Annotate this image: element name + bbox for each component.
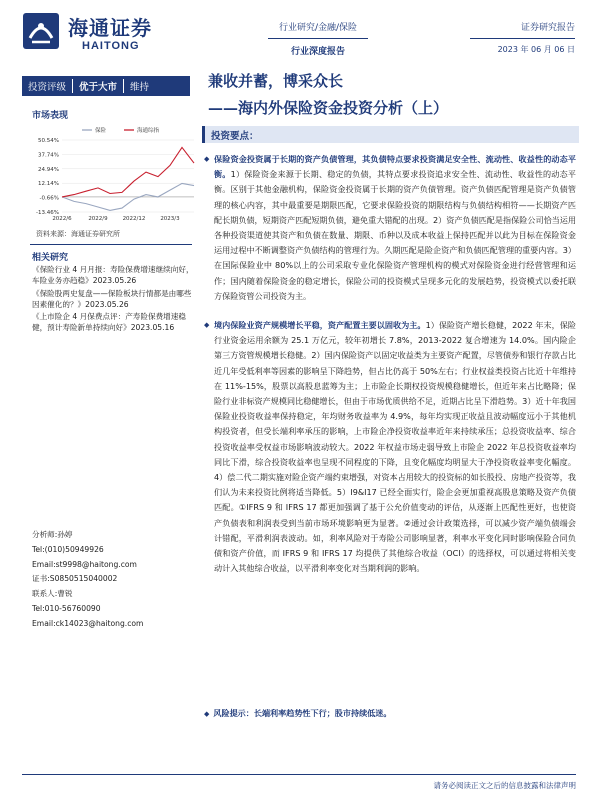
market-performance-chart (24, 124, 199, 224)
logo-english-name: HAITONG (82, 40, 140, 52)
report-type-label: 行业深度报告 (290, 47, 345, 57)
contact-email[interactable]: Email:ck14023@haitong.com (32, 618, 144, 628)
report-title-line2: ——海内外保险资金投资分析（上） (208, 99, 449, 117)
y-tick-label: 50.54% (38, 138, 59, 144)
footer-disclaimer: 请务必阅读正文之后的信息披露和法律声明 (433, 781, 576, 790)
industry-label: 行业研究/金融/保险 (268, 20, 368, 39)
report-title-line1: 兼收并蓄，博采众长 (208, 72, 344, 90)
related-item[interactable]: 《保险股两史复盘——保险板块行情都是由哪些因素催化的？》2023.05.26 (32, 288, 192, 309)
haitong-logo (22, 10, 172, 56)
chart-source-note: 资料来源：海通证券研究所 (36, 230, 120, 238)
logo-emblem-icon (22, 12, 60, 50)
key-point-1-lead: 保险资金投资属于长期的资产负债管理，其负债特点要求投资满足安全性、流动性、收益性的动态平衡。 (214, 154, 576, 180)
related-research-list (32, 264, 194, 334)
key-point-paragraph-2 (204, 318, 576, 576)
analyst-name: 分析师:孙婷 (32, 530, 73, 539)
related-item[interactable]: 《保险行业 4 月月报：寿险保费增速继续向好，车险业务亦趋稳》2023.05.26 (32, 265, 194, 286)
related-research-title: 相关研究 (32, 253, 69, 263)
x-tick-label: 2023/3 (160, 216, 180, 222)
section-divider (30, 244, 192, 245)
analyst-email[interactable]: Email:st9998@haitong.com (32, 559, 137, 569)
report-date: 2023 年 06 月 06 日 (497, 45, 575, 54)
key-point-1-body: 1）保险资金来源于长期、稳定的负债，其特点要求投资追求安全性、流动性、收益性的动态平衡。区别于其他金融机构，保险资金投资属于长期的资产负债管理。资产负债匹配管理是资产负债管理的核心内容，其中最重要是期限匹配，它要求保险投资的期限结构与负债结构相符——长期资产匹配长期负债，短期资产匹配短期负债，避免重大错配的出现。2）资产负债匹配是指保险公司恰当运用各种投资渠道使其资产和负债在数量、期限、币种以及成本收益上保持匹配并以此为目标在保险资金运用过程中不断调整资产负债结构的管理行为。久期匹配是险企资产和负债匹配管理的重要内容。3）在国际保险业中 80%以上的公司采取专业化保险资产管理机构的模式对保险资金进行经营管理和运作；国内随着保险资金的稳定增长，保险公司的投资模式呈现多元化的发展趋势，投资模式以委托联方保险资管公司投资为主。 (214, 169, 576, 301)
rating-change: 维持 (130, 82, 150, 93)
market-performance-title: 市场表现 (32, 111, 69, 121)
risk-text: 风险提示：长端利率趋势性下行；股市持续低迷。 (213, 708, 392, 718)
diamond-bullet-icon: ◆ (204, 155, 210, 163)
analyst-tel: Tel:(010)50949926 (32, 544, 104, 554)
contact-tel: Tel:010-56760090 (32, 603, 101, 613)
y-tick-label: 37.74% (38, 152, 59, 159)
y-tick-label: 24.94% (38, 166, 59, 173)
rating-label: 投资评级 (28, 82, 67, 93)
risk-warning (204, 708, 576, 719)
x-tick-label: 2022/6 (52, 216, 72, 222)
market-chart-svg (24, 124, 199, 224)
legend-label: 海通综指 (137, 128, 160, 134)
header-report-block (470, 20, 575, 55)
report-kind-label: 证券研究报告 (470, 20, 575, 39)
x-tick-label: 2022/12 (122, 216, 146, 222)
y-tick-label: -0.66% (39, 195, 59, 202)
investment-rating-bar (22, 76, 190, 96)
y-tick-label: -13.46% (36, 210, 59, 216)
diamond-bullet-icon: ◆ (204, 321, 210, 329)
series-line-2 (62, 147, 194, 197)
legend-label: 保险 (95, 128, 107, 134)
logo-chinese-name: 海通证券 (68, 16, 152, 40)
diamond-bullet-icon: ◆ (204, 710, 210, 718)
analyst-certificate: 证书:S0850515040002 (32, 574, 118, 584)
key-point-paragraph-1 (204, 152, 576, 304)
analyst-contacts (32, 528, 194, 632)
rating-value: 优于大市 (79, 82, 118, 93)
key-points-heading: 投资要点： (211, 131, 259, 142)
key-point-2-lead: 境内保险业资产规模增长平稳，资产配置主要以固收为主。 (214, 320, 426, 330)
key-points-heading-bar (202, 126, 579, 143)
y-tick-label: 12.14% (38, 181, 59, 188)
x-tick-label: 2022/9 (88, 216, 108, 222)
footer-divider (22, 774, 576, 775)
key-point-2-body: 1）保险资产增长稳健，2022 年末，保险行业资金运用余额为 25.1 万亿元，较年初增长 7.8%，2013-2022 复合增速为 14.0%。国内险企第三方资管规模增长稳健。2）国内保险资产以固定收益类为主要资产配置，尽管债券和银行存款占比近几年受低利率等因素的影响呈下降趋势，但占比仍高于 50%左右；行业权益类投资占比近十年维持在 11%-15%，股票以高股息蓝筹为主；上市险企长期权投资规模稳健增长，但近年来占比略降；保险行业非标资产规模同比稳健增长，但由于市场优质供给不足，近期占比呈下滑趋势。3）近十年我国保险业投资收益率保持稳定，年均财务收益率为 4.9%，每年均实现正收益且波动幅度远小于其他机构投资者，但受长端利率承压的影响，上市险企净投资收益率近年来持续承压；总投资收益率、综合投资收益率受权益市场影响波动较大。2022 年权益市场走弱导致上市险企 2022 年总投资收益率均同比下滑，综合投资收益率也呈现不同程度的下降，且变化幅度均明显大于净投资收益率变化幅度。4）偿二代二期实施对险企资产端约束增强，对资本占用较大的投资标的如长股投、房地产投资等，我们认为未来投资比例将适当降低。5）I9&I17 已经全面实行，险企会更加重视高股息策略及资产负债匹配。①IFRS 9 和 IFRS 17 都更加强调了基于公允价值变动的评估，从逐渐上匹配性更好，也使资产负债表和利润表受到当前市场环境影响更为显著。②通过会计政策选择，可以减少资产端负债端会计错配，平滑利润表波动。如，利率风险对于寿险公司影响显著，利率水平变化同时影响保险合同负债和资产价值，而 IFRS 9 和 IFRS 17 均提供了其他综合收益（OCI）的选择权，可以通过将相关变动计入其他综合收益，以平滑利率变化对当期利润的影响。 (214, 320, 576, 574)
related-item[interactable]: 《上市险企 4 月保费点评：产寿险保费增速稳健，预计寿险新单持续向好》2023.05.16 (32, 312, 186, 333)
report-title (208, 70, 448, 118)
header-industry-block (268, 20, 368, 57)
contact-name: 联系人:曹锐 (32, 589, 73, 599)
